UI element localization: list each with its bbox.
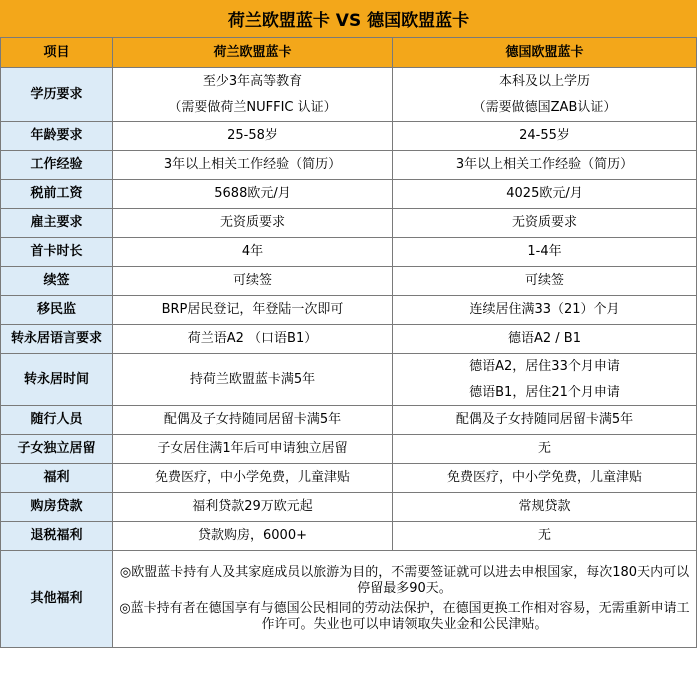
cell-germany — [393, 464, 697, 493]
row-label: 首卡时长 — [1, 238, 113, 267]
cell-netherlands — [113, 522, 393, 551]
cell-text: 5688欧元/月 — [214, 186, 291, 201]
table-body — [1, 68, 697, 648]
cell-text: 4年 — [241, 244, 264, 259]
cell-netherlands — [113, 68, 393, 122]
cell-netherlands — [113, 267, 393, 296]
cell-text: BRP居民登记，年登陆一次即可 — [161, 302, 344, 317]
cell-text: 持荷兰欧盟蓝卡满5年 — [189, 371, 316, 387]
cell-text: 无资质要求 — [511, 215, 577, 230]
cell-text: 贷款购房，6000+ — [198, 528, 307, 543]
cell-netherlands — [113, 406, 393, 435]
table-row — [1, 435, 697, 464]
cell-netherlands — [113, 151, 393, 180]
cell-text: 本科及以上学历 — [498, 73, 590, 89]
cell-text: 子女居住满1年后可申请独立居留 — [157, 441, 348, 456]
cell-text: 常规贷款 — [518, 499, 571, 514]
cell-text: 德语A2，居住33个月申请 — [469, 358, 620, 374]
table-row-other-benefits — [1, 551, 697, 648]
table-row — [1, 68, 697, 122]
table-row — [1, 180, 697, 209]
cell-netherlands — [113, 493, 393, 522]
cell-text: 无 — [537, 528, 551, 543]
table-row — [1, 325, 697, 354]
cell-germany — [393, 493, 697, 522]
row-label: 福利 — [1, 464, 113, 493]
table-row — [1, 522, 697, 551]
row-label: 雇主要求 — [1, 209, 113, 238]
header-germany: 德国欧盟蓝卡 — [393, 38, 697, 68]
cell-text: 荷兰语A2 （口语B1） — [187, 331, 318, 346]
table-row — [1, 406, 697, 435]
row-label: 随行人员 — [1, 406, 113, 435]
cell-text: 无资质要求 — [219, 215, 285, 230]
cell-text: 3年以上相关工作经验（简历） — [455, 157, 634, 172]
cell-netherlands — [113, 122, 393, 151]
row-label: 学历要求 — [1, 68, 113, 122]
row-label: 退税福利 — [1, 522, 113, 551]
header-row — [1, 38, 697, 68]
header-netherlands: 荷兰欧盟蓝卡 — [113, 38, 393, 68]
sheet-title: 荷兰欧盟蓝卡 VS 德国欧盟蓝卡 — [0, 0, 697, 37]
benefit-line: ◎蓝卡持有者在德国享有与德国公民相同的劳动法保护，在德国更换工作相对容易，无需重新申请工作许可。失业也可以申请领取失业金和公民津贴。 — [119, 601, 690, 632]
table-row — [1, 238, 697, 267]
cell-germany — [393, 180, 697, 209]
table-row — [1, 354, 697, 406]
cell-text: 25-58岁 — [227, 128, 278, 143]
table-row — [1, 267, 697, 296]
cell-germany — [393, 209, 697, 238]
cell-germany — [393, 238, 697, 267]
cell-text: 福利贷款29万欧元起 — [192, 499, 313, 514]
cell-netherlands — [113, 209, 393, 238]
cell-text: 3年以上相关工作经验（简历） — [163, 157, 342, 172]
cell-text: 无 — [537, 441, 551, 456]
cell-germany — [393, 122, 697, 151]
cell-text: 免费医疗，中小学免费，儿童津贴 — [154, 470, 350, 485]
table-row — [1, 296, 697, 325]
table-row — [1, 464, 697, 493]
cell-germany — [393, 151, 697, 180]
cell-text: 配偶及子女持随同居留卡满5年 — [455, 412, 634, 427]
cell-netherlands — [113, 435, 393, 464]
cell-text: （需要做荷兰NUFFIC 认证） — [168, 99, 337, 115]
cell-text: 可续签 — [232, 273, 272, 288]
cell-germany — [393, 325, 697, 354]
benefit-line: ◎欧盟蓝卡持有人及其家庭成员以旅游为目的，不需要签证就可以进去申根国家，每次180天内可以停留最多90天。 — [119, 565, 690, 596]
row-label: 其他福利 — [1, 551, 113, 648]
row-label: 工作经验 — [1, 151, 113, 180]
cell-text: 德语A2 / B1 — [508, 331, 581, 346]
cell-text: 至少3年高等教育 — [202, 73, 303, 89]
cell-germany — [393, 406, 697, 435]
cell-germany — [393, 267, 697, 296]
cell-netherlands — [113, 325, 393, 354]
row-label: 税前工资 — [1, 180, 113, 209]
table-row — [1, 122, 697, 151]
row-label: 续签 — [1, 267, 113, 296]
cell-netherlands — [113, 180, 393, 209]
cell-germany — [393, 68, 697, 122]
row-label: 移民监 — [1, 296, 113, 325]
cell-text: 4025欧元/月 — [506, 186, 583, 201]
table-row — [1, 209, 697, 238]
header-item: 项目 — [1, 38, 113, 68]
cell-germany — [393, 354, 697, 406]
table-row — [1, 151, 697, 180]
row-label: 年龄要求 — [1, 122, 113, 151]
table-row — [1, 493, 697, 522]
cell-netherlands — [113, 464, 393, 493]
cell-germany — [393, 435, 697, 464]
cell-text: 免费医疗，中小学免费，儿童津贴 — [446, 470, 642, 485]
cell-netherlands — [113, 296, 393, 325]
row-label: 购房贷款 — [1, 493, 113, 522]
cell-text: 德语B1，居住21个月申请 — [469, 384, 620, 400]
other-benefits-text — [113, 551, 697, 648]
cell-text: （需要做德国ZAB认证） — [472, 99, 617, 115]
cell-text: 可续签 — [524, 273, 564, 288]
cell-text: 配偶及子女持随同居留卡满5年 — [163, 412, 342, 427]
cell-text: 连续居住满33（21）个月 — [469, 302, 620, 317]
cell-text: 1-4年 — [527, 244, 562, 259]
cell-germany — [393, 522, 697, 551]
row-label: 转永居时间 — [1, 354, 113, 406]
cell-netherlands — [113, 238, 393, 267]
row-label: 子女独立居留 — [1, 435, 113, 464]
cell-netherlands — [113, 354, 393, 406]
cell-germany — [393, 296, 697, 325]
row-label: 转永居语言要求 — [1, 325, 113, 354]
cell-text: 24-55岁 — [519, 128, 570, 143]
comparison-table — [0, 37, 697, 648]
